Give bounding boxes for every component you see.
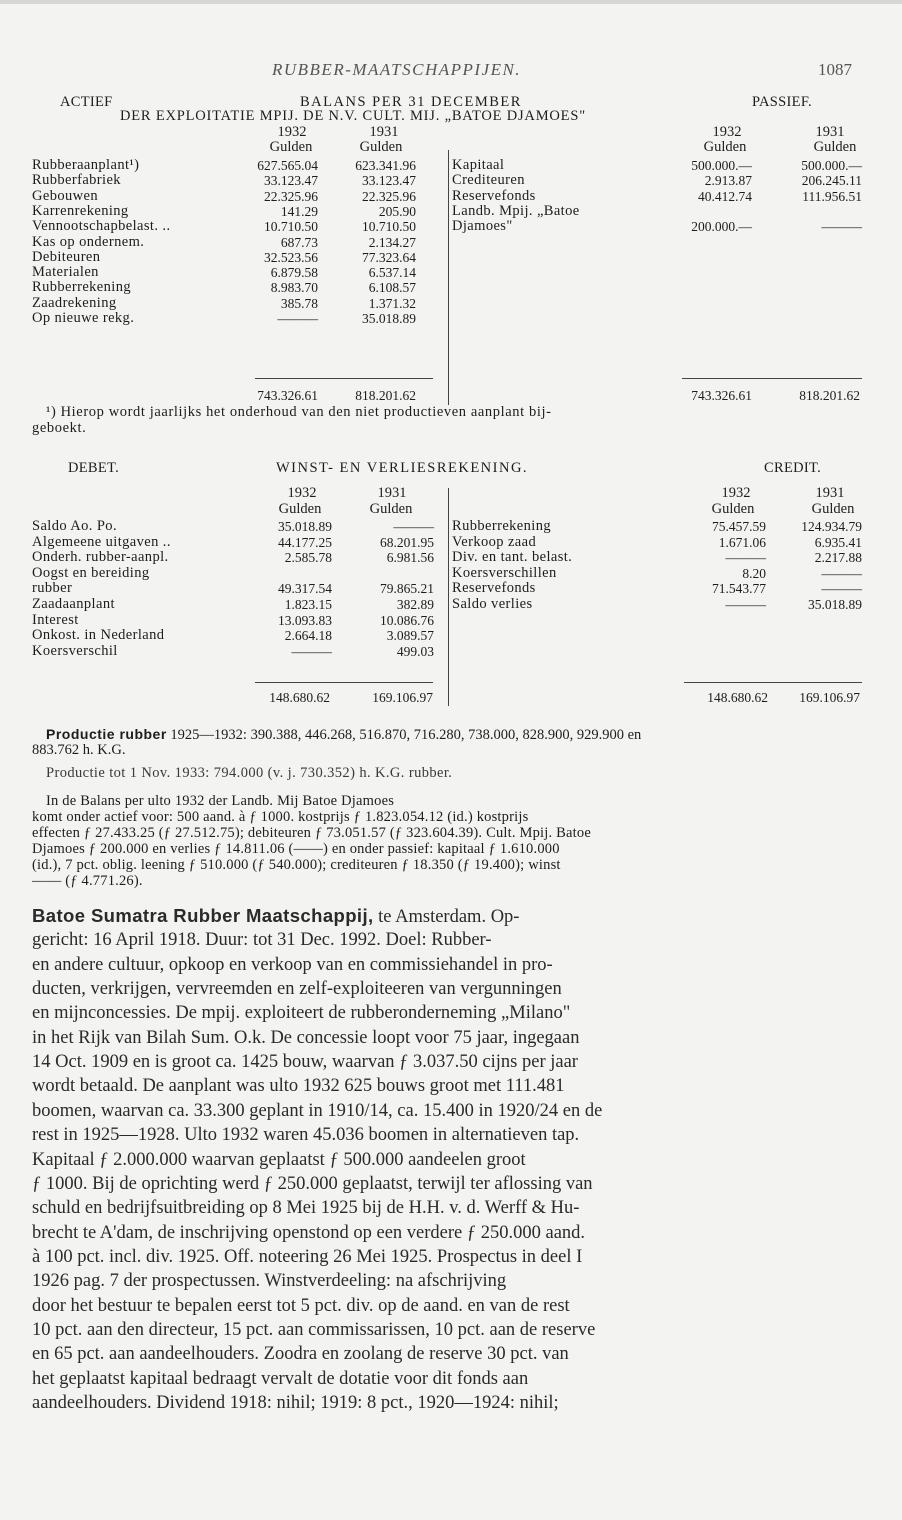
asset-row-value-1932: 385.78 — [280, 295, 318, 311]
liability-row-value-1932: 40.412.74 — [698, 188, 752, 204]
balance-center-title: BALANS PER 31 DECEMBER — [300, 94, 522, 110]
balance-total-right-1932: 743.326.61 — [691, 388, 752, 403]
pl-total-left-1931: 169.106.97 — [372, 690, 433, 705]
company-line: 1926 pag. 7 der prospectussen. Winstverdeeling: na afschrijving — [32, 1271, 507, 1292]
company-line: 14 Oct. 1909 en is groot ca. 1425 bouw, waarvan ƒ 3.037.50 cijns per jaar — [32, 1052, 578, 1073]
pl-total-rule-right — [684, 682, 862, 683]
credit-row-value-1932: 8.20 — [742, 565, 766, 581]
liability-row-label: Djamoes" — [452, 218, 513, 235]
debet-row-label: rubber — [32, 580, 73, 597]
asset-row-value-1932: 141.29 — [280, 203, 318, 219]
balance-total-left-1931: 818.201.62 — [355, 388, 416, 403]
asset-row-value-1932: 8.983.70 — [270, 280, 318, 296]
company-line: rest in 1925—1928. Ulto 1932 waren 45.036 boomen in alternatieven tap. — [32, 1125, 580, 1146]
liability-row-label: Reservefonds — [452, 187, 536, 204]
pl-total-rule-left — [255, 682, 433, 683]
pl-unit-right-1: Gulden — [711, 501, 755, 517]
credit-row-value-1932: 1.671.06 — [718, 534, 766, 550]
scan-edge — [0, 0, 902, 4]
pl-year-1932-left: 1932 — [287, 485, 317, 501]
pl-total-right-1931: 169.106.97 — [799, 690, 860, 705]
asset-row-value-1931: 35.018.89 — [362, 311, 416, 326]
credit-row-label: Rubberrekening — [452, 518, 552, 534]
landb-line: (id.), 7 pct. oblig. leening ƒ 510.000 (ƒ 540.000); crediteuren ƒ 18.350 (ƒ 19.400); winst — [32, 858, 561, 873]
debet-row-label: Onderh. rubber-aanpl. — [32, 549, 169, 566]
credit-row-label: Koersverschillen — [452, 564, 557, 581]
asset-row-value-1931: 22.325.96 — [362, 188, 416, 204]
company-line-0: te Amsterdam. Op- — [378, 907, 520, 927]
liability-row-value-1932: 200.000.— — [691, 219, 752, 235]
debet-row-label: Interest — [32, 611, 79, 628]
pl-right-title: CREDIT. — [764, 460, 822, 476]
asset-row-value-1931: 6.537.14 — [368, 265, 416, 281]
company-line: 10 pct. aan den directeur, 15 pct. aan commissarissen, 10 pct. aan de reserve — [32, 1319, 596, 1340]
col-year-1932-left: 1932 — [277, 124, 307, 140]
asset-row-value-1931: 33.123.47 — [362, 173, 416, 189]
pl-left-title: DEBET. — [68, 460, 120, 476]
balance-total-rule-left — [255, 378, 433, 379]
company-line: schuld en bedrijfsuitbreiding op 8 Mei 1925 bij de H.H. v. d. Werff & Hu- — [32, 1198, 580, 1219]
asset-row-value-1932: 6.879.58 — [270, 265, 318, 281]
production-values: 1925—1932: 390.388, 446.268, 516.870, 716.280, 738.000, 828.900, 929.900 en — [170, 727, 642, 743]
asset-row-value-1932: 627.565.04 — [257, 158, 318, 173]
credit-row-value-1931: 124.934.79 — [801, 519, 862, 534]
col-year-1932-right: 1932 — [712, 124, 742, 140]
company-line: Kapitaal ƒ 2.000.000 waarvan geplaatst ƒ 500.000 aandeelen groot — [32, 1149, 526, 1170]
liability-row-label: Kapitaal — [452, 157, 505, 173]
liability-row-value-1931: 500.000.— — [801, 158, 862, 173]
debet-row-value-1932: 2.585.78 — [284, 550, 332, 566]
asset-row-value-1931: 1.371.32 — [368, 295, 416, 311]
credit-row-value-1931: 6.935.41 — [814, 534, 862, 550]
asset-row-label: Karrenrekening — [32, 202, 129, 219]
landb-line: effecten ƒ 27.433.25 (ƒ 27.512.75); debiteuren ƒ 73.051.57 (ƒ 323.604.39). Cult. Mpij. Batoe — [32, 826, 591, 841]
liability-row-value-1932: 500.000.— — [691, 158, 752, 173]
debet-row-value-1931: ——— — [393, 519, 434, 534]
col-unit-right-2: Gulden — [813, 139, 857, 155]
asset-row-value-1932: 10.710.50 — [264, 219, 318, 235]
col-year-1931-right: 1931 — [815, 124, 845, 140]
asset-row-value-1931: 623.341.96 — [355, 158, 416, 173]
asset-row-value-1932: 33.123.47 — [264, 173, 318, 189]
credit-row-value-1931: 2.217.88 — [814, 550, 862, 566]
pl-unit-left-1: Gulden — [278, 501, 322, 517]
asset-row-value-1931: 205.90 — [378, 203, 416, 219]
liability-row-label: Landb. Mpij. „Batoe — [452, 202, 580, 219]
company-first-line — [32, 904, 870, 930]
asset-row-label: Debiteuren — [32, 248, 101, 265]
credit-row-value-1932: 71.543.77 — [712, 581, 766, 597]
debet-row-label: Oogst en bereiding — [32, 564, 150, 581]
credit-row-value-1932: 75.457.59 — [712, 519, 766, 534]
col-unit-left-1: Gulden — [269, 139, 313, 155]
credit-row-label: Div. en tant. belast. — [452, 549, 573, 566]
production-line-3: Productie tot 1 Nov. 1933: 794.000 (v. j. 730.352) h. K.G. rubber. — [46, 765, 453, 781]
landb-line: In de Balans per ulto 1932 der Landb. Mij Batoe Djamoes — [46, 794, 395, 809]
pl-unit-right-2: Gulden — [811, 501, 855, 517]
balance-total-rule-right — [682, 378, 862, 379]
debet-row-value-1932: 44.177.25 — [278, 534, 332, 550]
production-line-2: 883.762 h. K.G. — [32, 742, 126, 758]
credit-row-value-1931: 35.018.89 — [808, 597, 862, 612]
asset-row-label: Rubberaanplant¹) — [32, 157, 140, 173]
credit-row-value-1932: ——— — [725, 550, 766, 566]
debet-row-value-1931: 499.03 — [396, 643, 434, 659]
liability-row-value-1931: 111.956.51 — [802, 188, 862, 204]
debet-row-value-1931: 6.981.56 — [386, 550, 434, 566]
pl-divider — [448, 488, 449, 706]
asset-row-label: Rubberrekening — [32, 279, 132, 296]
balance-divider — [448, 150, 449, 405]
debet-row-value-1931: 382.89 — [396, 597, 434, 612]
liability-row-value-1931: ——— — [821, 219, 862, 235]
pl-unit-left-2: Gulden — [369, 501, 413, 517]
asset-row-value-1932: ——— — [277, 311, 318, 326]
liability-row-value-1932: 2.913.87 — [704, 173, 752, 189]
asset-row-value-1931: 77.323.64 — [362, 249, 416, 265]
debet-row-value-1932: ——— — [291, 643, 332, 659]
landb-line: komt onder actief voor: 500 aand. à ƒ 1000. kostprijs ƒ 1.823.054.12 (id.) kostprijs — [32, 810, 529, 825]
company-name: Batoe Sumatra Rubber Maatschappij, — [32, 905, 374, 926]
company-line: brecht te A'dam, de inschrijving openstond op een verdere ƒ 250.000 aand. — [32, 1222, 586, 1243]
asset-row-label: Kas op ondernem. — [32, 233, 145, 250]
pl-year-1931-right: 1931 — [815, 485, 845, 501]
pl-year-1932-right: 1932 — [721, 485, 751, 501]
running-title: RUBBER-MAATSCHAPPIJEN. — [272, 60, 522, 79]
company-line: door het bestuur te bepalen eerst tot 5 pct. div. op de aand. en van de rest — [32, 1295, 570, 1316]
credit-row-value-1932: ——— — [725, 597, 766, 612]
debet-row-value-1932: 49.317.54 — [278, 581, 332, 597]
asset-row-label: Gebouwen — [32, 187, 99, 204]
company-line: en mijnconcessies. De mpij. exploiteert de rubberonderneming „Milano" — [32, 1003, 571, 1024]
balance-right-title: PASSIEF. — [752, 94, 812, 110]
debet-row-value-1931: 79.865.21 — [380, 581, 434, 597]
pl-year-1931-left: 1931 — [377, 485, 407, 501]
balance-left-title: ACTIEF — [60, 94, 113, 110]
liability-row-value-1931: 206.245.11 — [801, 173, 862, 189]
asset-row-value-1931: 6.108.57 — [368, 280, 416, 296]
production-heading: Productie rubber — [46, 726, 167, 742]
company-line: in het Rijk van Bilah Sum. O.k. De concessie loopt voor 75 jaar, ingegaan — [32, 1027, 580, 1048]
pl-total-right-1932: 148.680.62 — [707, 690, 768, 705]
asset-row-label: Zaadrekening — [32, 294, 117, 311]
col-year-1931-left: 1931 — [369, 124, 399, 140]
debet-row-value-1932: 2.664.18 — [284, 628, 332, 644]
asset-row-value-1932: 32.523.56 — [264, 249, 318, 265]
credit-row-label: Reservefonds — [452, 580, 536, 597]
credit-row-label: Verkoop zaad — [452, 533, 537, 550]
debet-row-label: Algemeene uitgaven .. — [32, 533, 171, 550]
debet-row-value-1932: 1.823.15 — [284, 597, 332, 612]
company-line: het geplaatst kapitaal bedraagt vervalt de dotatie voor dit fonds aan — [32, 1368, 529, 1389]
debet-row-value-1931: 3.089.57 — [386, 628, 434, 644]
pl-center-title: WINST- EN VERLIESREKENING. — [276, 460, 529, 476]
balance-footnote-2: geboekt. — [32, 420, 87, 436]
credit-row-value-1931: ——— — [821, 581, 862, 597]
debet-row-label: Onkost. in Nederland — [32, 627, 165, 644]
debet-row-value-1932: 35.018.89 — [278, 519, 332, 534]
col-unit-right-1: Gulden — [703, 139, 747, 155]
debet-row-label: Koersverschil — [32, 642, 118, 659]
company-line: aandeelhouders. Dividend 1918: nihil; 1919: 8 pct., 1920—1924: nihil; — [32, 1393, 559, 1413]
asset-row-label: Vennootschapbelast. .. — [32, 218, 171, 235]
debet-row-label: Zaadaanplant — [32, 596, 115, 612]
company-line: en andere cultuur, opkoop en verkoop van en commissiehandel in pro- — [32, 954, 553, 975]
asset-row-value-1932: 687.73 — [280, 234, 318, 250]
balance-subtitle: DER EXPLOITATIE MPIJ. DE N.V. CULT. MIJ. „BATOE DJAMOES" — [120, 108, 586, 124]
company-line: à 100 pct. incl. div. 1925. Off. noteering 26 Mei 1925. Prospectus in deel I — [32, 1246, 583, 1267]
asset-row-label: Rubberfabriek — [32, 172, 121, 189]
balance-total-left-1932: 743.326.61 — [257, 388, 318, 403]
balance-total-right-1931: 818.201.62 — [799, 388, 860, 403]
balance-footnote-1: ¹) Hierop wordt jaarlijks het onderhoud van den niet productieven aanplant bij- — [46, 404, 552, 420]
credit-row-label: Saldo verlies — [452, 596, 533, 612]
asset-row-label: Materialen — [32, 264, 99, 281]
landb-line: —— (ƒ 4.771.26). — [32, 874, 143, 889]
debet-row-value-1932: 13.093.83 — [278, 612, 332, 628]
asset-row-value-1931: 10.710.50 — [362, 219, 416, 235]
debet-row-value-1931: 68.201.95 — [380, 534, 434, 550]
asset-row-label: Op nieuwe rekg. — [32, 310, 135, 326]
company-line: boomen, waarvan ca. 33.300 geplant in 1910/14, ca. 15.400 in 1920/24 en de — [32, 1100, 603, 1121]
asset-row-value-1932: 22.325.96 — [264, 188, 318, 204]
company-line: wordt betaald. De aanplant was ulto 1932 625 bouws groot met 111.481 — [32, 1076, 565, 1097]
company-line: en 65 pct. aan aandeelhouders. Zoodra en zoolang de reserve 30 pct. van — [32, 1344, 569, 1365]
col-unit-left-2: Gulden — [359, 139, 403, 155]
company-line: ducten, verkrijgen, vervreemden en zelf-exploiteeren van vergunningen — [32, 979, 562, 1000]
company-line: gericht: 16 April 1918. Duur: tot 31 Dec. 1992. Doel: Rubber- — [32, 930, 492, 951]
credit-row-value-1931: ——— — [821, 565, 862, 581]
liability-row-label: Crediteuren — [452, 172, 525, 189]
debet-row-label: Saldo Ao. Po. — [32, 518, 117, 534]
page-number: 1087 — [818, 60, 852, 79]
landb-line: Djamoes ƒ 200.000 en verlies ƒ 14.811.06 (——) en onder passief: kapitaal ƒ 1.610.000 — [32, 842, 560, 857]
asset-row-value-1931: 2.134.27 — [368, 234, 416, 250]
production-line-1 — [46, 727, 641, 744]
debet-row-value-1931: 10.086.76 — [380, 612, 434, 628]
company-line: ƒ 1000. Bij de oprichting werd ƒ 250.000 geplaatst, terwijl ter aflossing van — [32, 1173, 593, 1194]
pl-total-left-1932: 148.680.62 — [269, 690, 330, 705]
